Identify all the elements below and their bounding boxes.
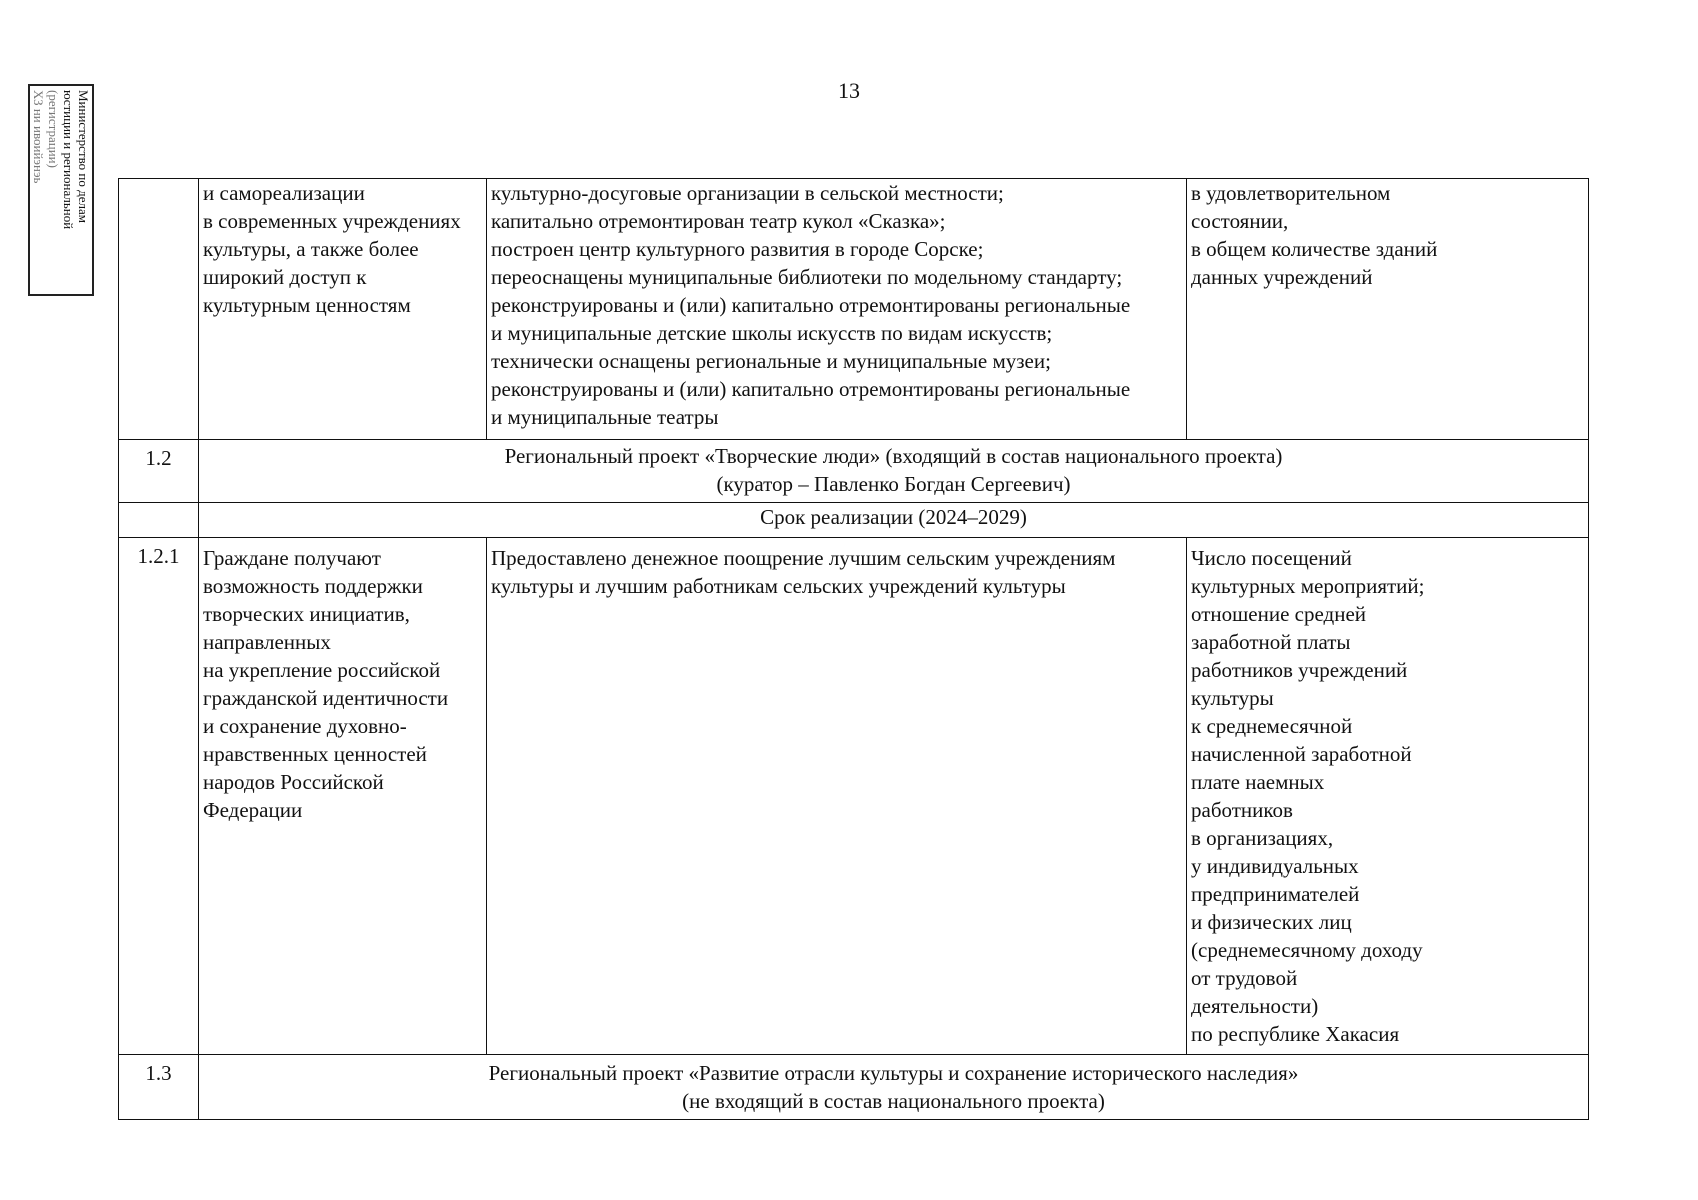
goal-cell: и самореализации в современных учреждениях культуры, а также более широкий доступ к культурным ценностям: [199, 179, 487, 440]
project-heading: Региональный проект «Творческие люди» (входящий в состав национального проекта) (куратор – Павленко Богдан Сергеевич): [199, 440, 1589, 503]
program-table: [118, 178, 1589, 1120]
table-row: [119, 1055, 1589, 1120]
stamp-line-1: Министерство по делам: [76, 90, 91, 223]
goal-cell: Граждане получают возможность поддержки творческих инициатив, направленных на укрепление российской гражданской идентичности и сохранение духовно- нравственных ценностей народов Российской Федерации: [199, 538, 487, 1055]
stamp-line-2: юстиции и региональной: [61, 90, 76, 230]
table-row: [119, 440, 1589, 503]
project-heading: Региональный проект «Развитие отрасли культуры и сохранение исторического наследия» (не входящий в состав национального проекта): [199, 1055, 1589, 1120]
registration-stamp: [28, 84, 94, 296]
stamp-line-4: ХЗ ни ивоийэнэь: [31, 90, 46, 184]
indicator-cell: Число посещений культурных мероприятий; отношение средней заработной платы работников учреждений культуры к среднемесячной начисленной заработной плате наемных работников в организациях, у индивидуальных предпринимателей и физических лиц (среднемесячному доходу от трудовой деятельности) по республике Хакасия: [1187, 538, 1589, 1055]
page-number: 13: [838, 78, 860, 103]
row-number: [119, 503, 199, 538]
table-row: [119, 503, 1589, 538]
table-row: [119, 179, 1589, 440]
result-cell: Предоставлено денежное поощрение лучшим сельским учреждениям культуры и лучшим работникам сельских учреждений культуры: [487, 538, 1187, 1055]
row-number: 1.3: [119, 1055, 199, 1120]
indicator-cell: в удовлетворительном состоянии, в общем количестве зданий данных учреждений: [1187, 179, 1589, 440]
stamp-line-3: (регистрации): [46, 90, 61, 168]
result-cell: культурно-досуговые организации в сельской местности; капитально отремонтирован театр кукол «Сказка»; построен центр культурного развития в городе Сорске; переоснащены муниципальные библиотеки по модельному стандарту; реконструированы и (или) капитально отремонтированы региональные и муниципальные детские школы искусств по видам искусств; технически оснащены региональные и муниципальные музеи; реконструированы и (или) капитально отремонтированы региональные и муниципальные театры: [487, 179, 1187, 440]
table-row: [119, 538, 1589, 1055]
implementation-period: Срок реализации (2024–2029): [199, 503, 1589, 538]
row-number: 1.2: [119, 440, 199, 503]
row-number: 1.2.1: [119, 538, 199, 1055]
row-number: [119, 179, 199, 440]
